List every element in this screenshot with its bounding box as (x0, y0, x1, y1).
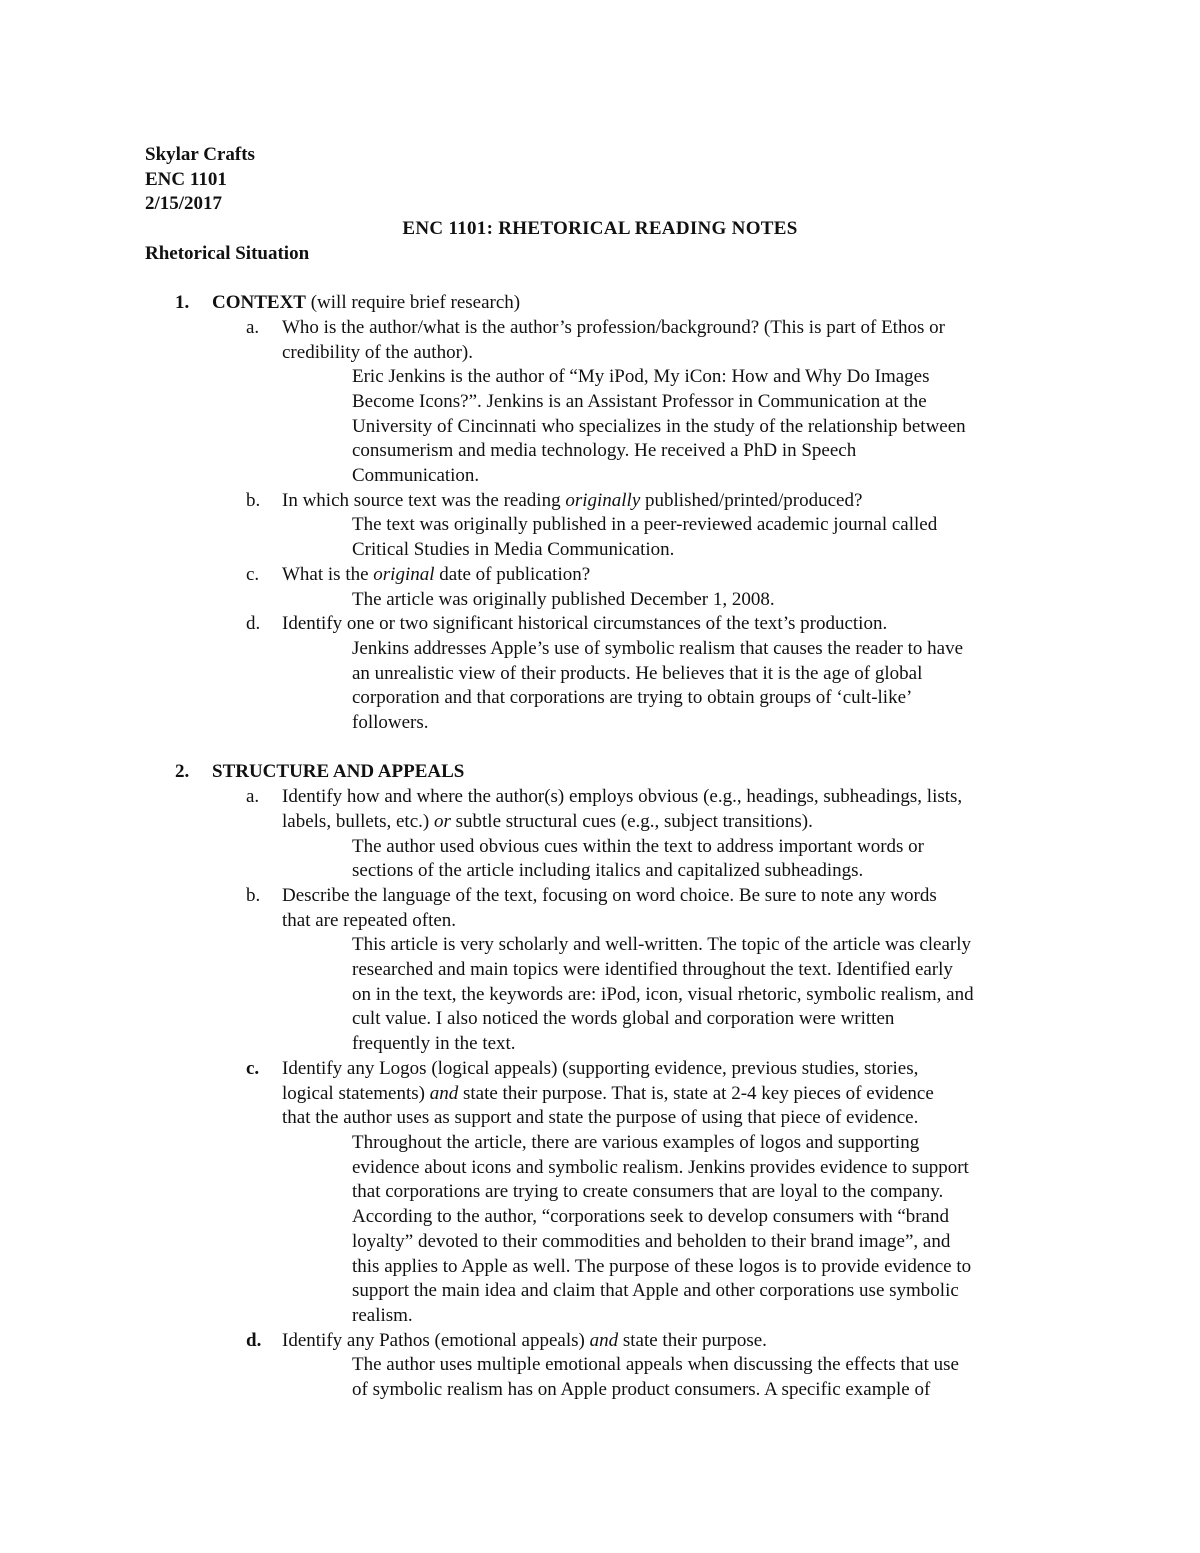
answer (282, 588, 1075, 613)
section-heading (175, 291, 1075, 316)
answer-line: Critical Studies in Media Communication. (352, 539, 675, 561)
item-letter: d. (246, 613, 261, 635)
question-emphasis: or (433, 810, 451, 832)
document-page (145, 143, 1075, 1403)
answer-line: cult value. I also noticed the words global and corporation were written (352, 1008, 895, 1030)
list-item (212, 489, 1075, 563)
item-letter: d. (246, 1329, 262, 1351)
question-text: state their purpose. (618, 1329, 767, 1351)
answer (282, 1131, 1075, 1329)
section-label: CONTEXT (212, 292, 306, 314)
section-heading (175, 760, 1075, 785)
section-context (145, 291, 1075, 736)
answer-line: The author used obvious cues within the text to address important words or (352, 835, 925, 857)
question (282, 612, 1075, 637)
item-letter: c. (246, 563, 260, 585)
spacer (145, 736, 1075, 761)
answer-line: The article was originally published December 1, 2008. (352, 588, 775, 610)
question-text: published/printed/produced? (640, 489, 863, 511)
section-structure-and-appeals (145, 760, 1075, 1402)
answer (282, 365, 1075, 489)
subheading: Rhetorical Situation (145, 242, 310, 264)
section-number: 2. (175, 761, 190, 783)
answer (282, 513, 1075, 562)
question-text: What is the (282, 563, 374, 585)
question-emphasis: original (373, 563, 435, 585)
list-item (212, 785, 1075, 884)
question-line: Who is the author/what is the author’s profession/background? (This is part of Ethos or (282, 316, 945, 338)
question-line: that are repeated often. (282, 909, 457, 931)
list-item (212, 1057, 1075, 1329)
question-line (282, 489, 1075, 514)
question-text: In which source text was the reading (282, 489, 566, 511)
question (282, 785, 1075, 834)
question-emphasis: and (429, 1082, 459, 1104)
item-letter: a. (246, 316, 260, 338)
answer-line: The text was originally published in a peer-reviewed academic journal called (352, 514, 938, 536)
answer-line: researched and main topics were identified throughout the text. Identified early (352, 959, 953, 981)
question (282, 563, 1075, 588)
question-text: date of publication? (434, 563, 591, 585)
answer-line: Eric Jenkins is the author of “My iPod, My iCon: How and Why Do Images (352, 366, 930, 388)
course-code: ENC 1101 (145, 168, 227, 190)
answer-line: that corporations are trying to create consumers that are loyal to the company. (352, 1181, 944, 1203)
answer-line: Jenkins addresses Apple’s use of symbolic realism that causes the reader to have (352, 637, 963, 659)
answer-line: loyalty” devoted to their commodities and beholden to their brand image”, and (352, 1230, 951, 1252)
answer-line: Communication. (352, 465, 480, 487)
answer-line: support the main idea and claim that Apple and other corporations use symbolic (352, 1280, 959, 1302)
answer-line: evidence about icons and symbolic realism. Jenkins provides evidence to support (352, 1156, 969, 1178)
question-line: Identify one or two significant historical circumstances of the text’s production. (282, 613, 888, 635)
item-letter: b. (246, 884, 261, 906)
list-item (212, 612, 1075, 736)
question (282, 884, 1075, 933)
answer-line: sections of the article including italics and capitalized subheadings. (352, 860, 864, 882)
section-label: STRUCTURE AND APPEALS (212, 761, 465, 783)
question-line (282, 1082, 1075, 1107)
question-emphasis: originally (565, 489, 641, 511)
answer-line: This article is very scholarly and well-written. The topic of the article was clearly (352, 934, 972, 956)
question-line: that the author uses as support and state the purpose of using that piece of evidence. (282, 1107, 919, 1129)
question-text: state their purpose. That is, state at 2-4 key pieces of evidence (458, 1082, 934, 1104)
answer-line: University of Cincinnati who specializes in the study of the relationship between (352, 415, 966, 437)
item-letter: b. (246, 489, 261, 511)
answer (282, 637, 1075, 736)
question (282, 1329, 1075, 1354)
section-number: 1. (175, 292, 190, 314)
list-item (212, 884, 1075, 1057)
answer-line: an unrealistic view of their products. He believes that it is the age of global (352, 662, 923, 684)
answer-line: Throughout the article, there are various examples of logos and supporting (352, 1131, 920, 1153)
question (282, 316, 1075, 365)
question-line: credibility of the author). (282, 341, 473, 363)
answer (282, 835, 1075, 884)
answer-line: on in the text, the keywords are: iPod, icon, visual rhetoric, symbolic realism, and (352, 983, 974, 1005)
list-item (212, 1329, 1075, 1403)
answer-line: this applies to Apple as well. The purpose of these logos is to provide evidence to (352, 1255, 972, 1277)
answer-line: Become Icons?”. Jenkins is an Assistant Professor in Communication at the (352, 390, 927, 412)
answer (282, 933, 1075, 1057)
answer-line: of symbolic realism has on Apple product consumers. A specific example of (352, 1379, 931, 1401)
section-label-suffix: (will require brief research) (305, 292, 521, 314)
spacer (145, 266, 1075, 291)
question-line: Identify any Logos (logical appeals) (supporting evidence, previous studies, stories, (282, 1057, 919, 1079)
question-line (282, 810, 1075, 835)
answer-line: frequently in the text. (352, 1033, 516, 1055)
list-item (212, 316, 1075, 489)
answer-line: consumerism and media technology. He received a PhD in Speech (352, 440, 857, 462)
question-emphasis: and (589, 1329, 619, 1351)
question-text: logical statements) (282, 1082, 430, 1104)
answer-line: followers. (352, 712, 429, 734)
question-line: Identify how and where the author(s) employs obvious (e.g., headings, subheadings, lists, (282, 786, 963, 808)
question-text: labels, bullets, etc.) (282, 810, 434, 832)
answer-line: The author uses multiple emotional appeals when discussing the effects that use (352, 1354, 959, 1376)
item-letter: c. (246, 1057, 260, 1079)
item-letter: a. (246, 786, 260, 808)
answer (282, 1353, 1075, 1402)
answer-line: According to the author, “corporations seek to develop consumers with “brand (352, 1206, 950, 1228)
answer-line: corporation and that corporations are trying to obtain groups of ‘cult-like’ (352, 687, 913, 709)
question-text: Identify any Pathos (emotional appeals) (282, 1329, 590, 1351)
question-text: subtle structural cues (e.g., subject transitions). (450, 810, 813, 832)
answer-line: realism. (352, 1304, 413, 1326)
document-title: ENC 1101: RHETORICAL READING NOTES (402, 218, 798, 240)
question-line: Describe the language of the text, focusing on word choice. Be sure to note any words (282, 884, 937, 906)
question-line (282, 1329, 1075, 1354)
document-date: 2/15/2017 (145, 193, 223, 215)
title-row (145, 217, 1075, 242)
list-item (212, 563, 1075, 612)
author-name: Skylar Crafts (145, 144, 255, 165)
question (282, 489, 1075, 514)
question-line (282, 563, 1075, 588)
question (282, 1057, 1075, 1131)
